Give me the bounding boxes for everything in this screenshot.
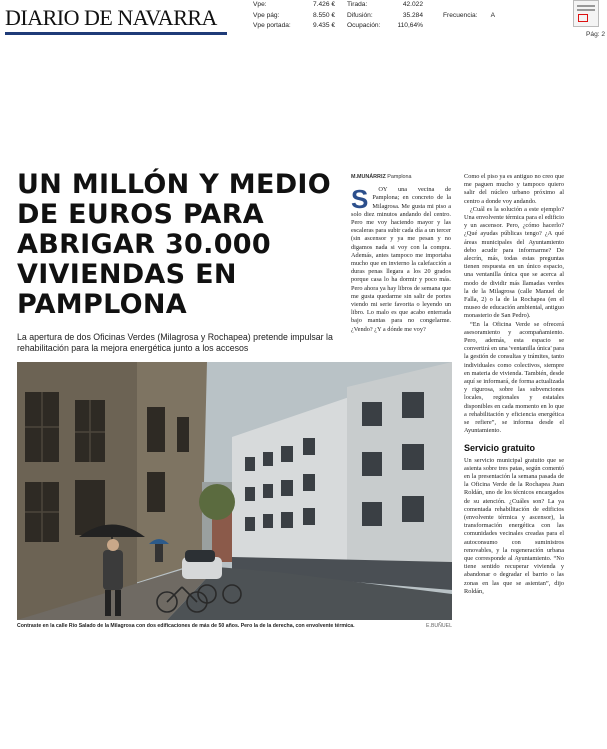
stat-label: Vpe pág: (253, 11, 280, 19)
masthead (5, 2, 230, 38)
stat-label: Difusión: (347, 11, 373, 19)
stat-label: Vpe: (253, 1, 267, 8)
photo-caption (17, 622, 452, 630)
header-stats-circulation-value (253, 0, 335, 32)
stat-value: 9.435 € (313, 22, 335, 29)
header-stats-frequency (443, 11, 495, 22)
stat-row-vpe (253, 0, 335, 11)
stat-value: 35.284 (402, 11, 423, 19)
byline (351, 173, 451, 181)
street-photo-illustration (17, 362, 452, 620)
thumb-article-marker (578, 14, 588, 22)
stat-row-vpe-portada (253, 21, 335, 32)
article-headline: UN MILLÓN Y MEDIO DE EUROS PARA ABRIGAR 30.000 VIVIENDAS EN PAMPLONA (17, 169, 332, 320)
stat-label: Ocupación: (347, 22, 381, 29)
byline-author: M.MUNÁRRIZ (351, 174, 386, 180)
body-paragraph: Un servicio municipal gratuito que se asienta sobre tres patas, según comentó en la presentación la semana pasada de la Oficina Verde de la Rochapea Juan Roldán, uno de los técnicos encargados de su atención. ¿Cuáles son? La ya comentada rehabilitación de edificios (envolvente térmica y ascensor), la transformación energética con las comunidades vecinales creadas para el autoconsumo con suministros renovables, y la regeneración urbana que corresponde al Ayuntamiento. “No tiene sentido recuperar vivienda y abandonar o degradar el barrio o las zonas en las que se asientan”, dijo Roldán, (464, 456, 564, 595)
stat-row-difusion (347, 11, 423, 22)
page-number: Pág: 2 (586, 31, 606, 38)
byline-place: Pamplona (387, 174, 412, 180)
stat-value: 8.550 € (313, 11, 335, 19)
body-paragraph: “En la Oficina Verde se ofrecerá asesoramiento y acompañamiento. Pero, además, esta espacio se convertirá en una 'ventanilla única' para la gestión de consultas y trámites, tanto individuales como colectivos, siempre en materia de vivienda. También, desde aquí se informará, de forma actualizada y rigurosa, sobre las subvenciones locales, regionales y estatales disponibles en cada momento en lo que a rehabilitación y eficiencia energética se refiere”, se informa desde el Ayuntamiento. (464, 320, 564, 435)
lead-paragraph (351, 186, 451, 334)
stat-row-tirada (347, 0, 423, 11)
body-column-1 (351, 173, 451, 334)
masthead-rule (5, 32, 227, 35)
stat-row-vpe-pag (253, 11, 335, 22)
header-stats-distribution (347, 0, 423, 32)
stat-value: 110,64% (397, 22, 423, 29)
stat-label: Tirada: (347, 1, 368, 8)
lead-text: OY una vecina de Pamplona; en concreto de la Milagrosa. Me gusta mi piso a solo diez minutos andando del centro. Pero me voy haciendo mayor y las escaleras para subir cada día a un tercer (sin ascensor y ya me pesan y no digamos nada si voy con la compra. Además, antes tampoco me importaba mucho que en invierno la calefacción a duras penas llegara a los 20 grados porque casa lo ha dormir y poco más. Pero ahora ya hay libros de semana que me gusta quedarme sin salir de portes viendo mi serie favorita o leyendo un libro. Lo malo es que acabo enterrada bajo mantas para no congelarme. ¿Vendo? ¿Y a dónde me voy? (351, 186, 451, 333)
masthead-title: DIARIO DE NAVARRA (5, 5, 217, 30)
stat-row-frecuencia (443, 11, 495, 22)
stat-value: 7.426 € (313, 1, 335, 8)
photo-credit: E.BUÑUEL (422, 622, 452, 630)
thumb-line (577, 5, 595, 7)
article-dek: La apertura de dos Oficinas Verdes (Milagrosa y Rochapea) pretende impulsar la rehabilitación para la mejora energética junto a los accesos (17, 332, 333, 354)
subheading: Servicio gratuito (464, 442, 536, 453)
stat-value: A (490, 11, 495, 19)
stat-label: Frecuencia: (443, 11, 478, 19)
photo-caption-text: Contraste en la calle Río Salado de la Milagrosa con dos edificaciones de más de 50 años. Pero la de la derecha, con envolvente térmica. (17, 623, 355, 629)
body-paragraph: Como el piso ya es antiguo no creo que me paguen mucho y tampoco quiero salir del núcleo urbano próximo al centro a donde voy andando. (464, 173, 564, 205)
body-column-2 (464, 173, 564, 596)
stat-value: 42.022 (402, 1, 423, 8)
stat-row-ocupacion (347, 21, 423, 32)
drop-cap: S (351, 184, 369, 215)
page-thumbnail[interactable] (573, 0, 599, 27)
body-paragraph: ¿Cuál es la solución a este ejemplo? Una envolvente térmica para el edificio y un ascensor. Pero, ¿cómo hacerlo? ¿Qué ayudas públicas tengo? ¿A qué áreas municipales del Ayuntamiento debo acudir para informarme? De alecrín, más, todas estas preguntas tienen respuesta en un único espacio, una ventanilla única que se acerca al modo de dividir más llamadas verdes la de la Milagrosa (calle Manuel de Falla, 2) o la de la Rochapea (en el museo de educación ambiental, antiguo monasterio de San Pedro). (464, 205, 564, 320)
stat-label: Vpe portada: (253, 22, 291, 29)
thumb-line (577, 9, 595, 11)
article-photo (17, 362, 452, 620)
